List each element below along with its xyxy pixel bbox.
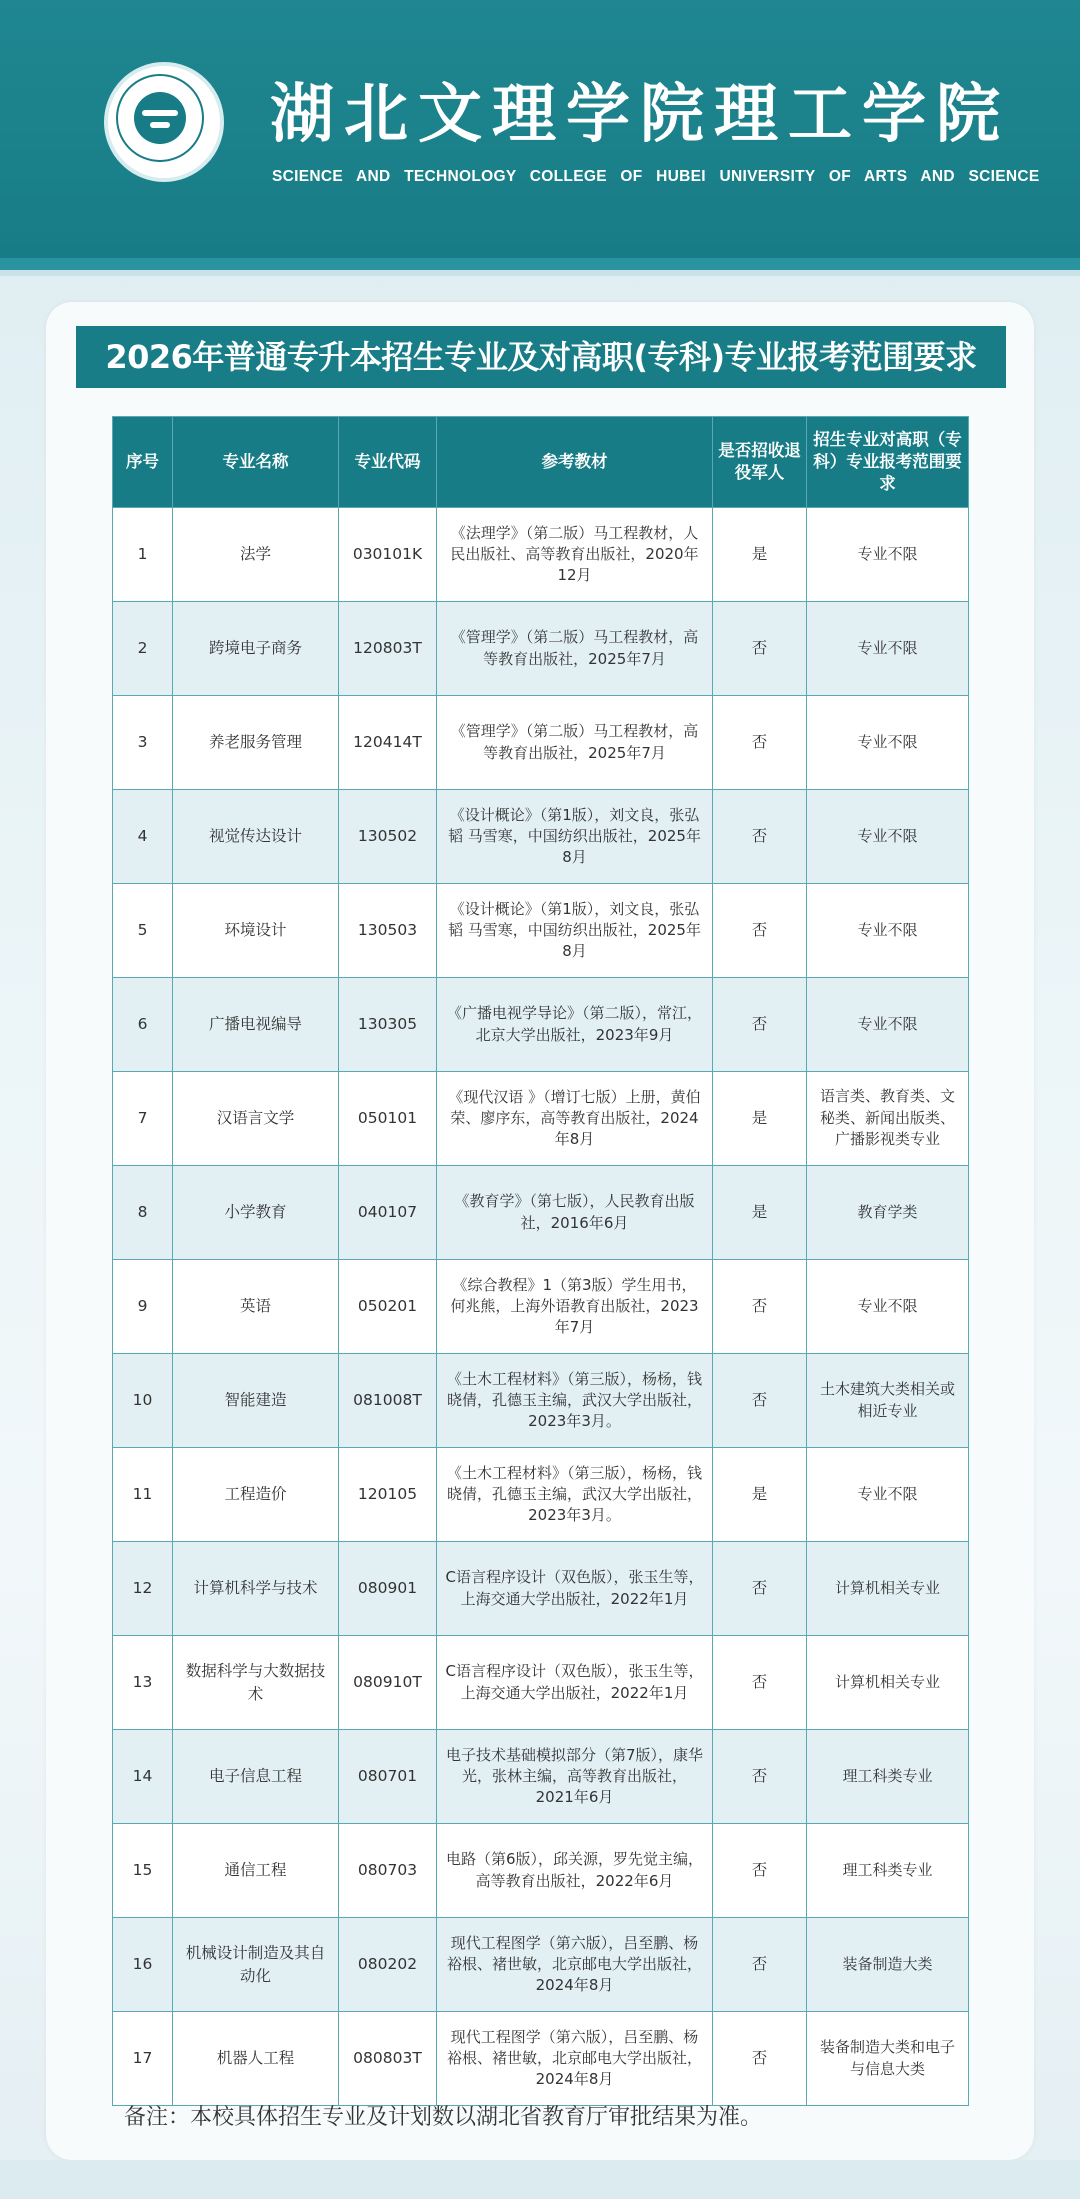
school-name-cn: 湖北文理学院理工学院 bbox=[270, 77, 1010, 152]
table-row bbox=[113, 1542, 969, 1636]
cell-major-name: 智能建造 bbox=[173, 1354, 339, 1448]
cell-textbook: 《广播电视学导论》（第二版），常江，北京大学出版社，2023年9月 bbox=[437, 978, 713, 1072]
cell-requirement: 专业不限 bbox=[807, 696, 969, 790]
cell-major-name: 汉语言文学 bbox=[173, 1072, 339, 1166]
cell-textbook: 《设计概论》（第1版），刘文良，张弘韬 马雪寒，中国纺织出版社，2025年8月 bbox=[437, 790, 713, 884]
cell-requirement: 计算机相关专业 bbox=[807, 1542, 969, 1636]
col-header-code: 专业代码 bbox=[339, 417, 437, 508]
cell-requirement: 教育学类 bbox=[807, 1166, 969, 1260]
cell-requirement: 理工科类专业 bbox=[807, 1824, 969, 1918]
cell-requirement: 语言类、教育类、文秘类、新闻出版类、广播影视类专业 bbox=[807, 1072, 969, 1166]
cell-requirement: 专业不限 bbox=[807, 978, 969, 1072]
cell-veteran-flag: 否 bbox=[713, 2012, 807, 2106]
cell-requirement: 计算机相关专业 bbox=[807, 1636, 969, 1730]
cell-veteran-flag: 否 bbox=[713, 1260, 807, 1354]
header-divider-light bbox=[0, 270, 1080, 276]
cell-requirement: 专业不限 bbox=[807, 884, 969, 978]
table-row bbox=[113, 1166, 969, 1260]
cell-veteran-flag: 否 bbox=[713, 1918, 807, 2012]
cell-row-number: 2 bbox=[113, 602, 173, 696]
cell-major-name: 环境设计 bbox=[173, 884, 339, 978]
cell-major-code: 040107 bbox=[339, 1166, 437, 1260]
cell-requirement: 专业不限 bbox=[807, 1448, 969, 1542]
cell-major-code: 050201 bbox=[339, 1260, 437, 1354]
cell-textbook: 《教育学》（第七版），人民教育出版社，2016年6月 bbox=[437, 1166, 713, 1260]
cell-major-name: 数据科学与大数据技术 bbox=[173, 1636, 339, 1730]
cell-requirement: 理工科类专业 bbox=[807, 1730, 969, 1824]
cell-requirement: 专业不限 bbox=[807, 1260, 969, 1354]
table-row bbox=[113, 2012, 969, 2106]
cell-requirement: 装备制造大类 bbox=[807, 1918, 969, 2012]
cell-row-number: 6 bbox=[113, 978, 173, 1072]
table-row bbox=[113, 1918, 969, 2012]
cell-major-code: 120803T bbox=[339, 602, 437, 696]
cell-textbook: 电路（第6版），邱关源，罗先觉主编，高等教育出版社，2022年6月 bbox=[437, 1824, 713, 1918]
table-header-row bbox=[113, 417, 969, 508]
school-logo-icon bbox=[104, 62, 224, 182]
cell-major-name: 英语 bbox=[173, 1260, 339, 1354]
cell-major-code: 080803T bbox=[339, 2012, 437, 2106]
cell-major-name: 电子信息工程 bbox=[173, 1730, 339, 1824]
header-divider bbox=[0, 258, 1080, 270]
cell-major-name: 养老服务管理 bbox=[173, 696, 339, 790]
cell-major-code: 130502 bbox=[339, 790, 437, 884]
col-header-requirement: 招生专业对高职（专科）专业报考范围要求 bbox=[807, 417, 969, 508]
cell-major-name: 视觉传达设计 bbox=[173, 790, 339, 884]
cell-textbook: 《土木工程材料》（第三版），杨杨，钱晓倩，孔德玉主编，武汉大学出版社，2023年3月。 bbox=[437, 1448, 713, 1542]
cell-requirement: 装备制造大类和电子与信息大类 bbox=[807, 2012, 969, 2106]
cell-row-number: 9 bbox=[113, 1260, 173, 1354]
cell-veteran-flag: 否 bbox=[713, 1542, 807, 1636]
cell-textbook: 《管理学》（第二版）马工程教材，高等教育出版社，2025年7月 bbox=[437, 696, 713, 790]
cell-major-name: 广播电视编导 bbox=[173, 978, 339, 1072]
cell-veteran-flag: 否 bbox=[713, 1730, 807, 1824]
col-header-name: 专业名称 bbox=[173, 417, 339, 508]
cell-veteran-flag: 否 bbox=[713, 1824, 807, 1918]
cell-requirement: 专业不限 bbox=[807, 790, 969, 884]
cell-veteran-flag: 否 bbox=[713, 696, 807, 790]
cell-veteran-flag: 否 bbox=[713, 1636, 807, 1730]
table-row bbox=[113, 1824, 969, 1918]
table-body bbox=[113, 508, 969, 2106]
cell-major-name: 跨境电子商务 bbox=[173, 602, 339, 696]
cell-major-code: 130503 bbox=[339, 884, 437, 978]
cell-row-number: 11 bbox=[113, 1448, 173, 1542]
cell-veteran-flag: 否 bbox=[713, 790, 807, 884]
cell-row-number: 12 bbox=[113, 1542, 173, 1636]
cell-major-name: 机械设计制造及其自动化 bbox=[173, 1918, 339, 2012]
cell-major-code: 080703 bbox=[339, 1824, 437, 1918]
cell-major-name: 通信工程 bbox=[173, 1824, 339, 1918]
table-row bbox=[113, 696, 969, 790]
table-row bbox=[113, 602, 969, 696]
cell-veteran-flag: 是 bbox=[713, 1448, 807, 1542]
cell-major-name: 工程造价 bbox=[173, 1448, 339, 1542]
cell-row-number: 5 bbox=[113, 884, 173, 978]
col-header-no: 序号 bbox=[113, 417, 173, 508]
table-row bbox=[113, 1730, 969, 1824]
cell-row-number: 3 bbox=[113, 696, 173, 790]
cell-textbook: 现代工程图学（第六版），吕至鹏、杨裕根、褚世敏，北京邮电大学出版社，2024年8月 bbox=[437, 1918, 713, 2012]
table-row bbox=[113, 1260, 969, 1354]
col-header-veteran: 是否招收退役军人 bbox=[713, 417, 807, 508]
header bbox=[0, 0, 1080, 258]
cell-requirement: 土木建筑大类相关或相近专业 bbox=[807, 1354, 969, 1448]
table-row bbox=[113, 790, 969, 884]
cell-major-code: 081008T bbox=[339, 1354, 437, 1448]
cell-major-code: 080901 bbox=[339, 1542, 437, 1636]
cell-textbook: 电子技术基础模拟部分（第7版），康华光，张林主编，高等教育出版社，2021年6月 bbox=[437, 1730, 713, 1824]
cell-row-number: 14 bbox=[113, 1730, 173, 1824]
cell-major-name: 计算机科学与技术 bbox=[173, 1542, 339, 1636]
table-row bbox=[113, 1354, 969, 1448]
table-row bbox=[113, 1072, 969, 1166]
cell-veteran-flag: 是 bbox=[713, 1072, 807, 1166]
cell-major-code: 120105 bbox=[339, 1448, 437, 1542]
cell-textbook: 《综合教程》1（第3版）学生用书，何兆熊，上海外语教育出版社，2023年7月 bbox=[437, 1260, 713, 1354]
table-row bbox=[113, 508, 969, 602]
cell-row-number: 13 bbox=[113, 1636, 173, 1730]
cell-row-number: 15 bbox=[113, 1824, 173, 1918]
cell-row-number: 1 bbox=[113, 508, 173, 602]
cell-veteran-flag: 否 bbox=[713, 602, 807, 696]
cell-textbook: C语言程序设计（双色版），张玉生等，上海交通大学出版社，2022年1月 bbox=[437, 1636, 713, 1730]
cell-major-code: 120414T bbox=[339, 696, 437, 790]
cell-major-name: 机器人工程 bbox=[173, 2012, 339, 2106]
bottom-decoration bbox=[0, 2160, 1080, 2199]
cell-row-number: 8 bbox=[113, 1166, 173, 1260]
cell-veteran-flag: 否 bbox=[713, 884, 807, 978]
col-header-textbook: 参考教材 bbox=[437, 417, 713, 508]
cell-row-number: 17 bbox=[113, 2012, 173, 2106]
cell-requirement: 专业不限 bbox=[807, 508, 969, 602]
footnote: 备注：本校具体招生专业及计划数以湖北省教育厅审批结果为准。 bbox=[124, 2105, 763, 2130]
table-row bbox=[113, 1448, 969, 1542]
cell-requirement: 专业不限 bbox=[807, 602, 969, 696]
cell-veteran-flag: 是 bbox=[713, 1166, 807, 1260]
cell-textbook: 《管理学》（第二版）马工程教材，高等教育出版社，2025年7月 bbox=[437, 602, 713, 696]
cell-veteran-flag: 是 bbox=[713, 508, 807, 602]
majors-table bbox=[112, 416, 969, 2106]
cell-row-number: 10 bbox=[113, 1354, 173, 1448]
table-row bbox=[113, 884, 969, 978]
cell-textbook: 现代工程图学（第六版），吕至鹏、杨裕根、褚世敏，北京邮电大学出版社，2024年8月 bbox=[437, 2012, 713, 2106]
cell-textbook: 《设计概论》（第1版），刘文良，张弘韬 马雪寒，中国纺织出版社，2025年8月 bbox=[437, 884, 713, 978]
cell-major-code: 080910T bbox=[339, 1636, 437, 1730]
page-title: 2026年普通专升本招生专业及对高职(专科)专业报考范围要求 bbox=[76, 326, 1006, 388]
cell-veteran-flag: 否 bbox=[713, 978, 807, 1072]
cell-row-number: 4 bbox=[113, 790, 173, 884]
cell-row-number: 7 bbox=[113, 1072, 173, 1166]
cell-veteran-flag: 否 bbox=[713, 1354, 807, 1448]
cell-major-code: 050101 bbox=[339, 1072, 437, 1166]
cell-textbook: 《现代汉语 》（增订七版）上册，黄伯荣、廖序东，高等教育出版社，2024年8月 bbox=[437, 1072, 713, 1166]
cell-major-name: 小学教育 bbox=[173, 1166, 339, 1260]
school-name-en: SCIENCE AND TECHNOLOGY COLLEGE OF HUBEI UNIVERSITY OF ARTS AND SCIENCE bbox=[272, 168, 1040, 185]
table-row bbox=[113, 1636, 969, 1730]
cell-textbook: 《法理学》（第二版）马工程教材，人民出版社、高等教育出版社，2020年12月 bbox=[437, 508, 713, 602]
cell-major-code: 080202 bbox=[339, 1918, 437, 2012]
cell-major-code: 080701 bbox=[339, 1730, 437, 1824]
cell-row-number: 16 bbox=[113, 1918, 173, 2012]
table-row bbox=[113, 978, 969, 1072]
cell-textbook: 《土木工程材料》（第三版），杨杨，钱晓倩，孔德玉主编，武汉大学出版社，2023年3月。 bbox=[437, 1354, 713, 1448]
cell-major-code: 130305 bbox=[339, 978, 437, 1072]
cell-major-code: 030101K bbox=[339, 508, 437, 602]
cell-major-name: 法学 bbox=[173, 508, 339, 602]
cell-textbook: C语言程序设计（双色版），张玉生等，上海交通大学出版社，2022年1月 bbox=[437, 1542, 713, 1636]
